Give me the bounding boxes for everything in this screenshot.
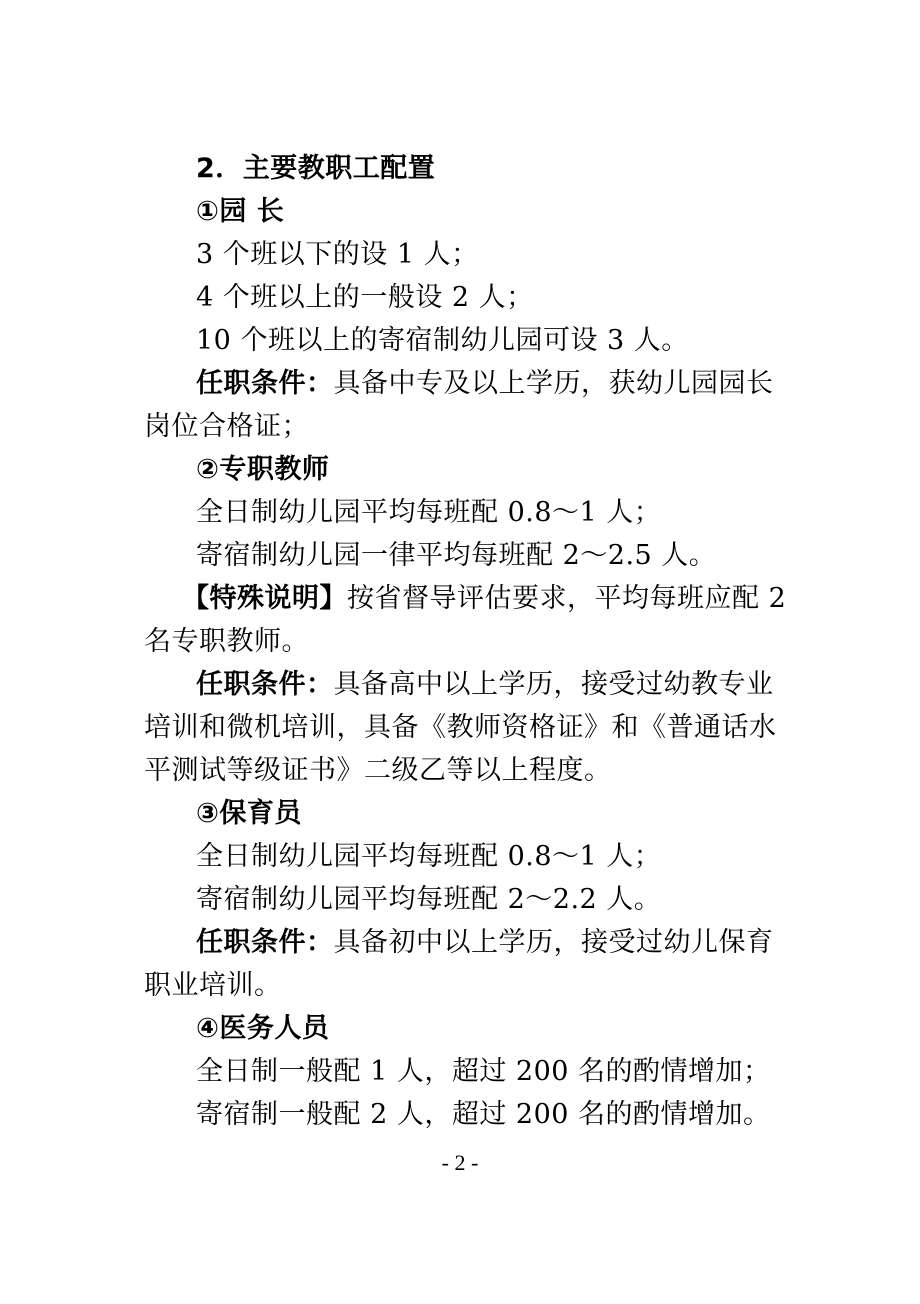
director-line-1: 3 个班以下的设 1 人；: [196, 239, 479, 270]
caregiver-requirement: [196, 921, 816, 964]
director-requirement: [196, 362, 816, 405]
caregiver-heading: ③保育员: [196, 798, 302, 829]
special-note-label: 【特殊说明】: [182, 583, 347, 614]
caregiver-requirement-cont: 职业培训。: [144, 970, 282, 1001]
page-number: - 2 -: [441, 1150, 479, 1175]
teacher-special-note: [182, 577, 802, 620]
director-line-3: 10 个班以上的寄宿制幼儿园可设 3 人。: [196, 325, 689, 356]
requirement-text: 具备高中以上学历，接受过幼教专业: [333, 669, 774, 700]
teacher-requirement-cont-1: 培训和微机培训，具备《教师资格证》和《普通话水: [144, 712, 777, 743]
requirement-text: 具备中专及以上学历，获幼儿园园长: [333, 368, 774, 399]
teacher-special-note-cont: 名专职教师。: [144, 626, 309, 657]
director-heading: ①园 长: [196, 196, 285, 227]
teacher-line-2: 寄宿制幼儿园一律平均每班配 2～2.5 人。: [196, 540, 717, 571]
requirement-label: 任职条件：: [196, 927, 334, 958]
section-heading: 2．主要教职工配置: [196, 153, 436, 184]
teacher-requirement-cont-2: 平测试等级证书》二级乙等以上程度。: [144, 755, 612, 786]
special-note-text: 按省督导评估要求，平均每班应配 2: [347, 583, 787, 614]
requirement-label: 任职条件：: [196, 368, 334, 399]
teacher-line-1: 全日制幼儿园平均每班配 0.8～1 人；: [196, 497, 662, 528]
director-requirement-cont: 岗位合格证；: [144, 411, 309, 442]
director-line-2: 4 个班以上的一般设 2 人；: [196, 282, 534, 313]
medical-line-2: 寄宿制一般配 2 人，超过 200 名的酌情增加。: [196, 1099, 771, 1130]
teacher-heading: ②专职教师: [196, 454, 330, 485]
requirement-label: 任职条件：: [196, 669, 334, 700]
caregiver-line-2: 寄宿制幼儿园平均每班配 2～2.2 人。: [196, 884, 662, 915]
medical-heading: ④医务人员: [196, 1013, 330, 1044]
caregiver-line-1: 全日制幼儿园平均每班配 0.8～1 人；: [196, 841, 662, 872]
medical-line-1: 全日制一般配 1 人，超过 200 名的酌情增加；: [196, 1056, 771, 1087]
teacher-requirement: [196, 663, 816, 706]
requirement-text: 具备初中以上学历，接受过幼儿保育: [333, 927, 774, 958]
